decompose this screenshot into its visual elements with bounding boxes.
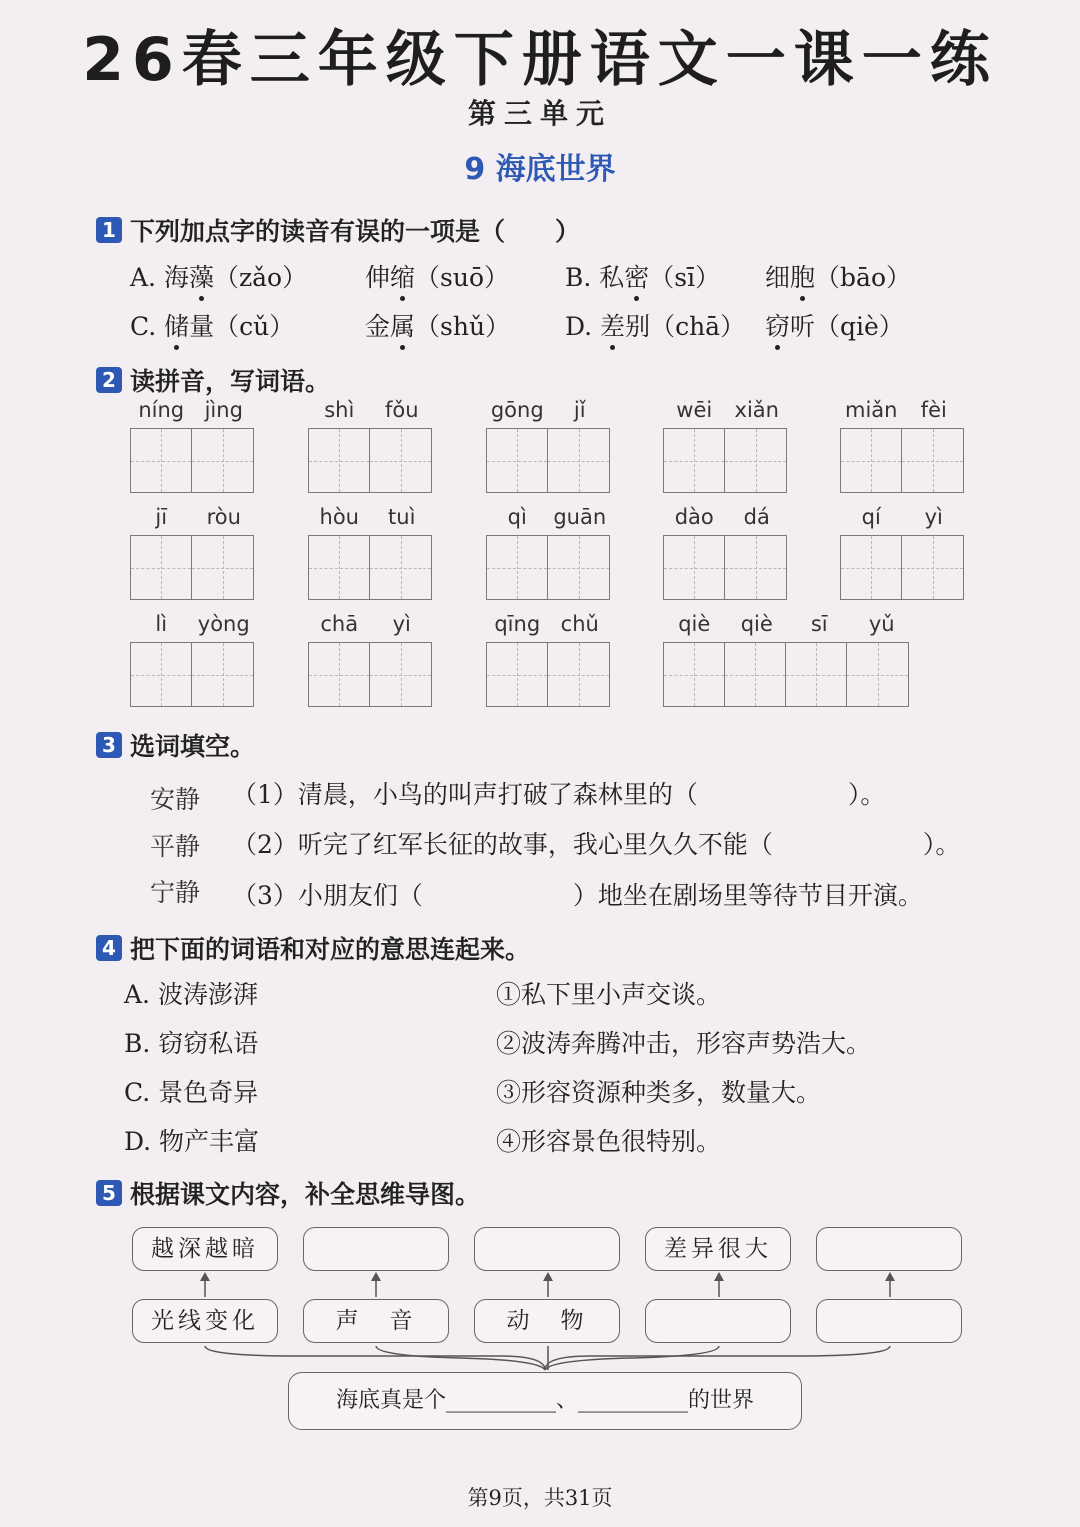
option-text: A. 海 [130, 263, 189, 292]
pinyin-syllable: qīng [494, 612, 541, 636]
match-term-d[interactable]: D. 物产丰富 [124, 1127, 260, 1156]
unit-title: 第三单元 [467, 97, 612, 130]
map-bottom-box-5[interactable] [816, 1299, 962, 1343]
brace-right [545, 1346, 890, 1370]
dotted-character: 密 [624, 263, 650, 292]
question-2-title: 读拼音，写词语。 [130, 367, 331, 396]
option-pinyin: 听（qiè） [790, 312, 904, 341]
question-number-3: 3 [96, 732, 122, 758]
pinyin-syllable: yǔ [868, 612, 895, 636]
page-footer: 第9页，共31页 [467, 1486, 613, 1510]
map-top-box-5[interactable] [816, 1227, 962, 1271]
dotted-character: 差 [600, 312, 626, 341]
question-4-title: 把下面的词语和对应的意思连起来。 [130, 935, 531, 964]
pinyin-syllable: ròu [206, 505, 241, 529]
match-meaning-3[interactable]: ③形容资源种类多，数量大。 [496, 1078, 822, 1107]
arrow-head-4 [714, 1272, 724, 1281]
word-option-2: 平静 [150, 832, 201, 861]
lesson-title: 9 海底世界 [464, 152, 616, 187]
map-center-box[interactable] [288, 1372, 802, 1430]
question-3-title: 选词填空。 [130, 732, 256, 761]
option-text: 细 [765, 263, 791, 292]
map-bottom-box-1[interactable]: 光线变化 [132, 1299, 278, 1343]
word-option-3: 宁静 [150, 878, 201, 907]
map-top-box-3[interactable] [474, 1227, 620, 1271]
map-top-box-2[interactable] [303, 1227, 449, 1271]
arrow-head-3 [543, 1272, 553, 1281]
arrow-head-5 [885, 1272, 895, 1281]
option-text: 金 [365, 312, 391, 341]
question-5-title: 根据课文内容，补全思维导图。 [130, 1180, 481, 1209]
pinyin-syllable: tuì [388, 505, 416, 529]
match-term-c[interactable]: C. 景色奇异 [124, 1078, 259, 1107]
map-top-box-4[interactable]: 差异很大 [645, 1227, 791, 1271]
option-pinyin: 别（chā） [625, 312, 746, 341]
fill-sentence-2[interactable]: （2）听完了红军长征的故事，我心里久久不能（ ）。 [232, 830, 961, 859]
question-number-4: 4 [96, 935, 122, 961]
fill-sentence-3[interactable]: （3）小朋友们（ ）地坐在剧场里等待节目开演。 [232, 881, 923, 910]
pinyin-syllable: qí [861, 505, 881, 529]
arrow-head-2 [371, 1272, 381, 1281]
brace-inner-left [376, 1346, 545, 1370]
option-pinyin: （shǔ） [415, 312, 511, 341]
fill-sentence-1[interactable]: （1）清晨，小鸟的叫声打破了森林里的（ ）。 [232, 780, 886, 809]
pinyin-syllable: shì [324, 398, 355, 422]
question-number-5: 5 [96, 1180, 122, 1206]
pinyin-syllable: yì [924, 505, 943, 529]
pinyin-syllable: guān [553, 505, 607, 529]
pinyin-syllable: miǎn [845, 398, 898, 422]
pinyin-syllable: níng [138, 398, 185, 422]
pinyin-syllable: dá [743, 505, 770, 529]
pinyin-syllable: hòu [319, 505, 359, 529]
option-text: B. 私 [565, 263, 625, 292]
option-text: C. [130, 312, 165, 341]
pinyin-syllable: qiè [678, 612, 711, 636]
word-option-1: 安静 [150, 785, 201, 814]
option-pinyin: （sī） [649, 263, 721, 292]
option-pinyin: 量（cǔ） [189, 312, 295, 341]
pinyin-syllable: wēi [676, 398, 713, 422]
option-text: D. [565, 312, 601, 341]
dotted-character: 属 [390, 312, 416, 341]
option-pinyin: （suō） [415, 263, 510, 292]
match-term-a[interactable]: A. 波涛澎湃 [124, 980, 258, 1009]
question-number-2: 2 [96, 367, 122, 393]
brace-inner-right [545, 1346, 719, 1370]
match-term-b[interactable]: B. 窃窃私语 [124, 1029, 259, 1058]
pinyin-syllable: yòng [197, 612, 250, 636]
brace-left [205, 1346, 545, 1370]
pinyin-syllable: xiǎn [734, 398, 779, 422]
pinyin-syllable: qì [507, 505, 527, 529]
option-pinyin: （bāo） [815, 263, 911, 292]
map-bottom-box-2[interactable]: 声 音 [303, 1299, 449, 1343]
option-pinyin: （zǎo） [213, 263, 308, 292]
pinyin-syllable: sī [810, 612, 828, 636]
question-number-1: 1 [96, 217, 122, 243]
option-text: 伸 [365, 263, 391, 292]
pinyin-syllable: chǔ [560, 612, 599, 636]
match-meaning-4[interactable]: ④形容景色很特别。 [496, 1127, 722, 1156]
pinyin-syllable: fèi [920, 398, 947, 422]
pinyin-syllable: gōng [490, 398, 544, 422]
match-meaning-2[interactable]: ②波涛奔腾冲击，形容声势浩大。 [496, 1029, 872, 1058]
map-top-box-1[interactable]: 越深越暗 [132, 1227, 278, 1271]
dotted-character: 藻 [188, 263, 214, 292]
pinyin-syllable: yì [392, 612, 411, 636]
dotted-character: 储 [164, 312, 190, 341]
pinyin-syllable: chā [320, 612, 359, 636]
dotted-character: 窃 [765, 312, 791, 341]
question-1-title: 下列加点字的读音有误的一项是（ ） [130, 217, 581, 246]
map-bottom-box-4[interactable] [645, 1299, 791, 1343]
page-title: 26春三年级下册语文一课一练 [82, 25, 998, 95]
pinyin-syllable: jī [155, 505, 168, 529]
pinyin-syllable: fǒu [384, 398, 419, 422]
dotted-character: 缩 [390, 263, 416, 292]
pinyin-syllable: jìng [204, 398, 243, 422]
map-bottom-box-3[interactable]: 动 物 [474, 1299, 620, 1343]
pinyin-syllable: lì [155, 612, 168, 636]
match-meaning-1[interactable]: ①私下里小声交谈。 [496, 980, 722, 1009]
dotted-character: 胞 [790, 263, 816, 292]
map-center-text: 海底真是个__________、__________的世界 [335, 1388, 754, 1413]
pinyin-syllable: dào [674, 505, 714, 529]
pinyin-syllable: qiè [740, 612, 773, 636]
arrow-head-1 [200, 1272, 210, 1281]
pinyin-syllable: jǐ [573, 398, 586, 422]
